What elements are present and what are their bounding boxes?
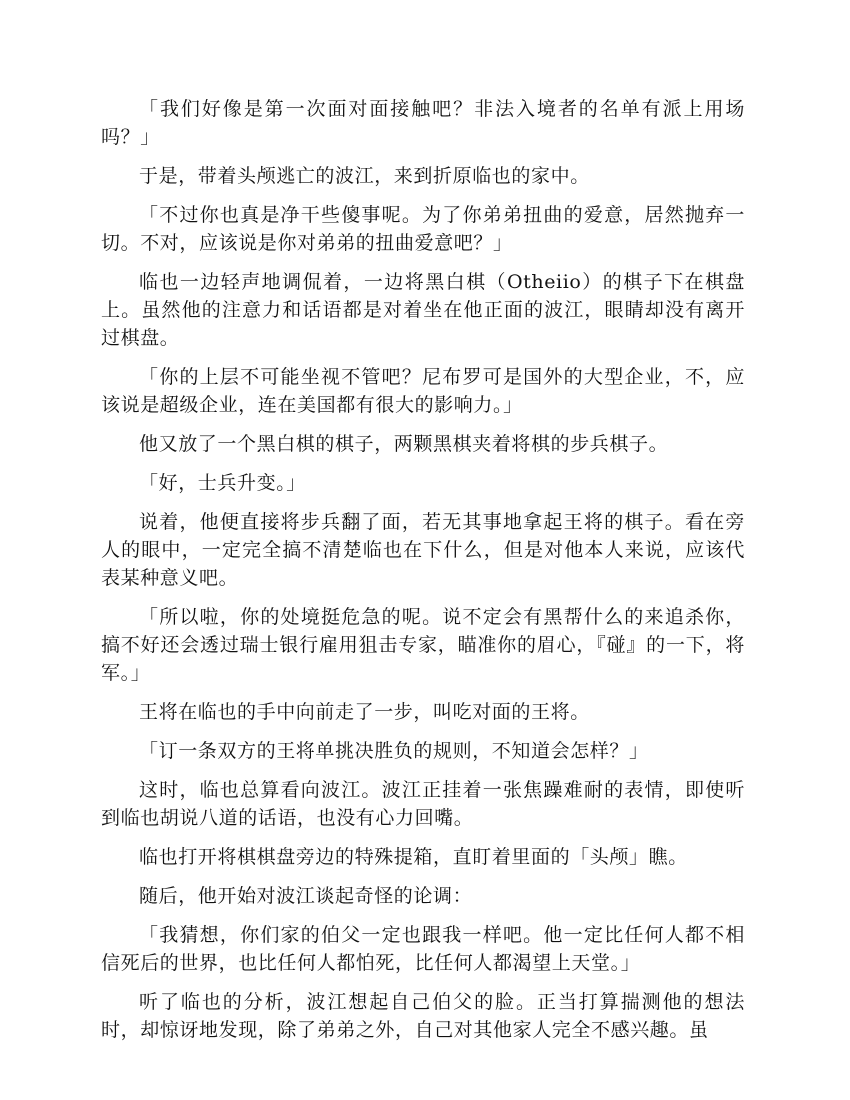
- paragraph: 「不过你也真是净干些傻事呢。为了你弟弟扭曲的爱意，居然抛弃一切。不对，应该说是你对弟弟的扭曲爱意吧？」: [101, 204, 745, 254]
- paragraph: 说着，他便直接将步兵翻了面，若无其事地拿起王将的棋子。看在旁人的眼中，一定完全搞不清楚临也在下什么，但是对他本人来说，应该代表某种意义吧。: [101, 511, 745, 589]
- paragraph: 他又放了一个黑白棋的棋子，两颗黑棋夹着将棋的步兵棋子。: [139, 433, 669, 455]
- paragraph: 「你的上层不可能坐视不管吧？尼布罗可是国外的大型企业，不，应该说是超级企业，连在美国都有很大的影响力。」: [101, 366, 745, 416]
- paragraph: 临也一边轻声地调侃着，一边将黑白棋（Otheiio）的棋子下在棋盘上。虽然他的注意力和话语都是对着坐在他正面的波江，眼睛却没有离开过棋盘。: [101, 271, 745, 349]
- paragraph: 「我猜想，你们家的伯父一定也跟我一样吧。他一定比任何人都不相信死后的世界，也比任何人都怕死，比任何人都渴望上天堂。」: [101, 924, 745, 974]
- paragraph: 「好，士兵升变。」: [139, 472, 306, 494]
- paragraph: 于是，带着头颅逃亡的波江，来到折原临也的家中。: [139, 165, 590, 187]
- paragraph: 「所以啦，你的处境挺危急的呢。说不定会有黑帮什么的来追杀你，搞不好还会透过瑞士银行雇用狙击专家，瞄准你的眉心，『碰』的一下，将军。」: [101, 606, 745, 684]
- paragraph: 「我们好像是第一次面对面接触吧？非法入境者的名单有派上用场吗？」: [101, 98, 745, 148]
- paragraph: 这时，临也总算看向波江。波江正挂着一张焦躁难耐的表情，即使听到临也胡说八道的话语，也没有心力回嘴。: [101, 779, 745, 829]
- paragraph: 听了临也的分析，波江想起自己伯父的脸。正当打算揣测他的想法时，却惊讶地发现，除了弟弟之外，自己对其他家人完全不感兴趣。虽: [101, 991, 745, 1041]
- paragraph: 临也打开将棋棋盘旁边的特殊提箱，直盯着里面的「头颅」瞧。: [139, 846, 688, 868]
- paragraph: 「订一条双方的王将单挑决胜负的规则，不知道会怎样？」: [139, 740, 649, 762]
- document-body: [101, 95, 745, 1055]
- paragraph: 随后，他开始对波江谈起奇怪的论调：: [139, 885, 473, 907]
- paragraph: 王将在临也的手中向前走了一步，叫吃对面的王将。: [139, 701, 590, 723]
